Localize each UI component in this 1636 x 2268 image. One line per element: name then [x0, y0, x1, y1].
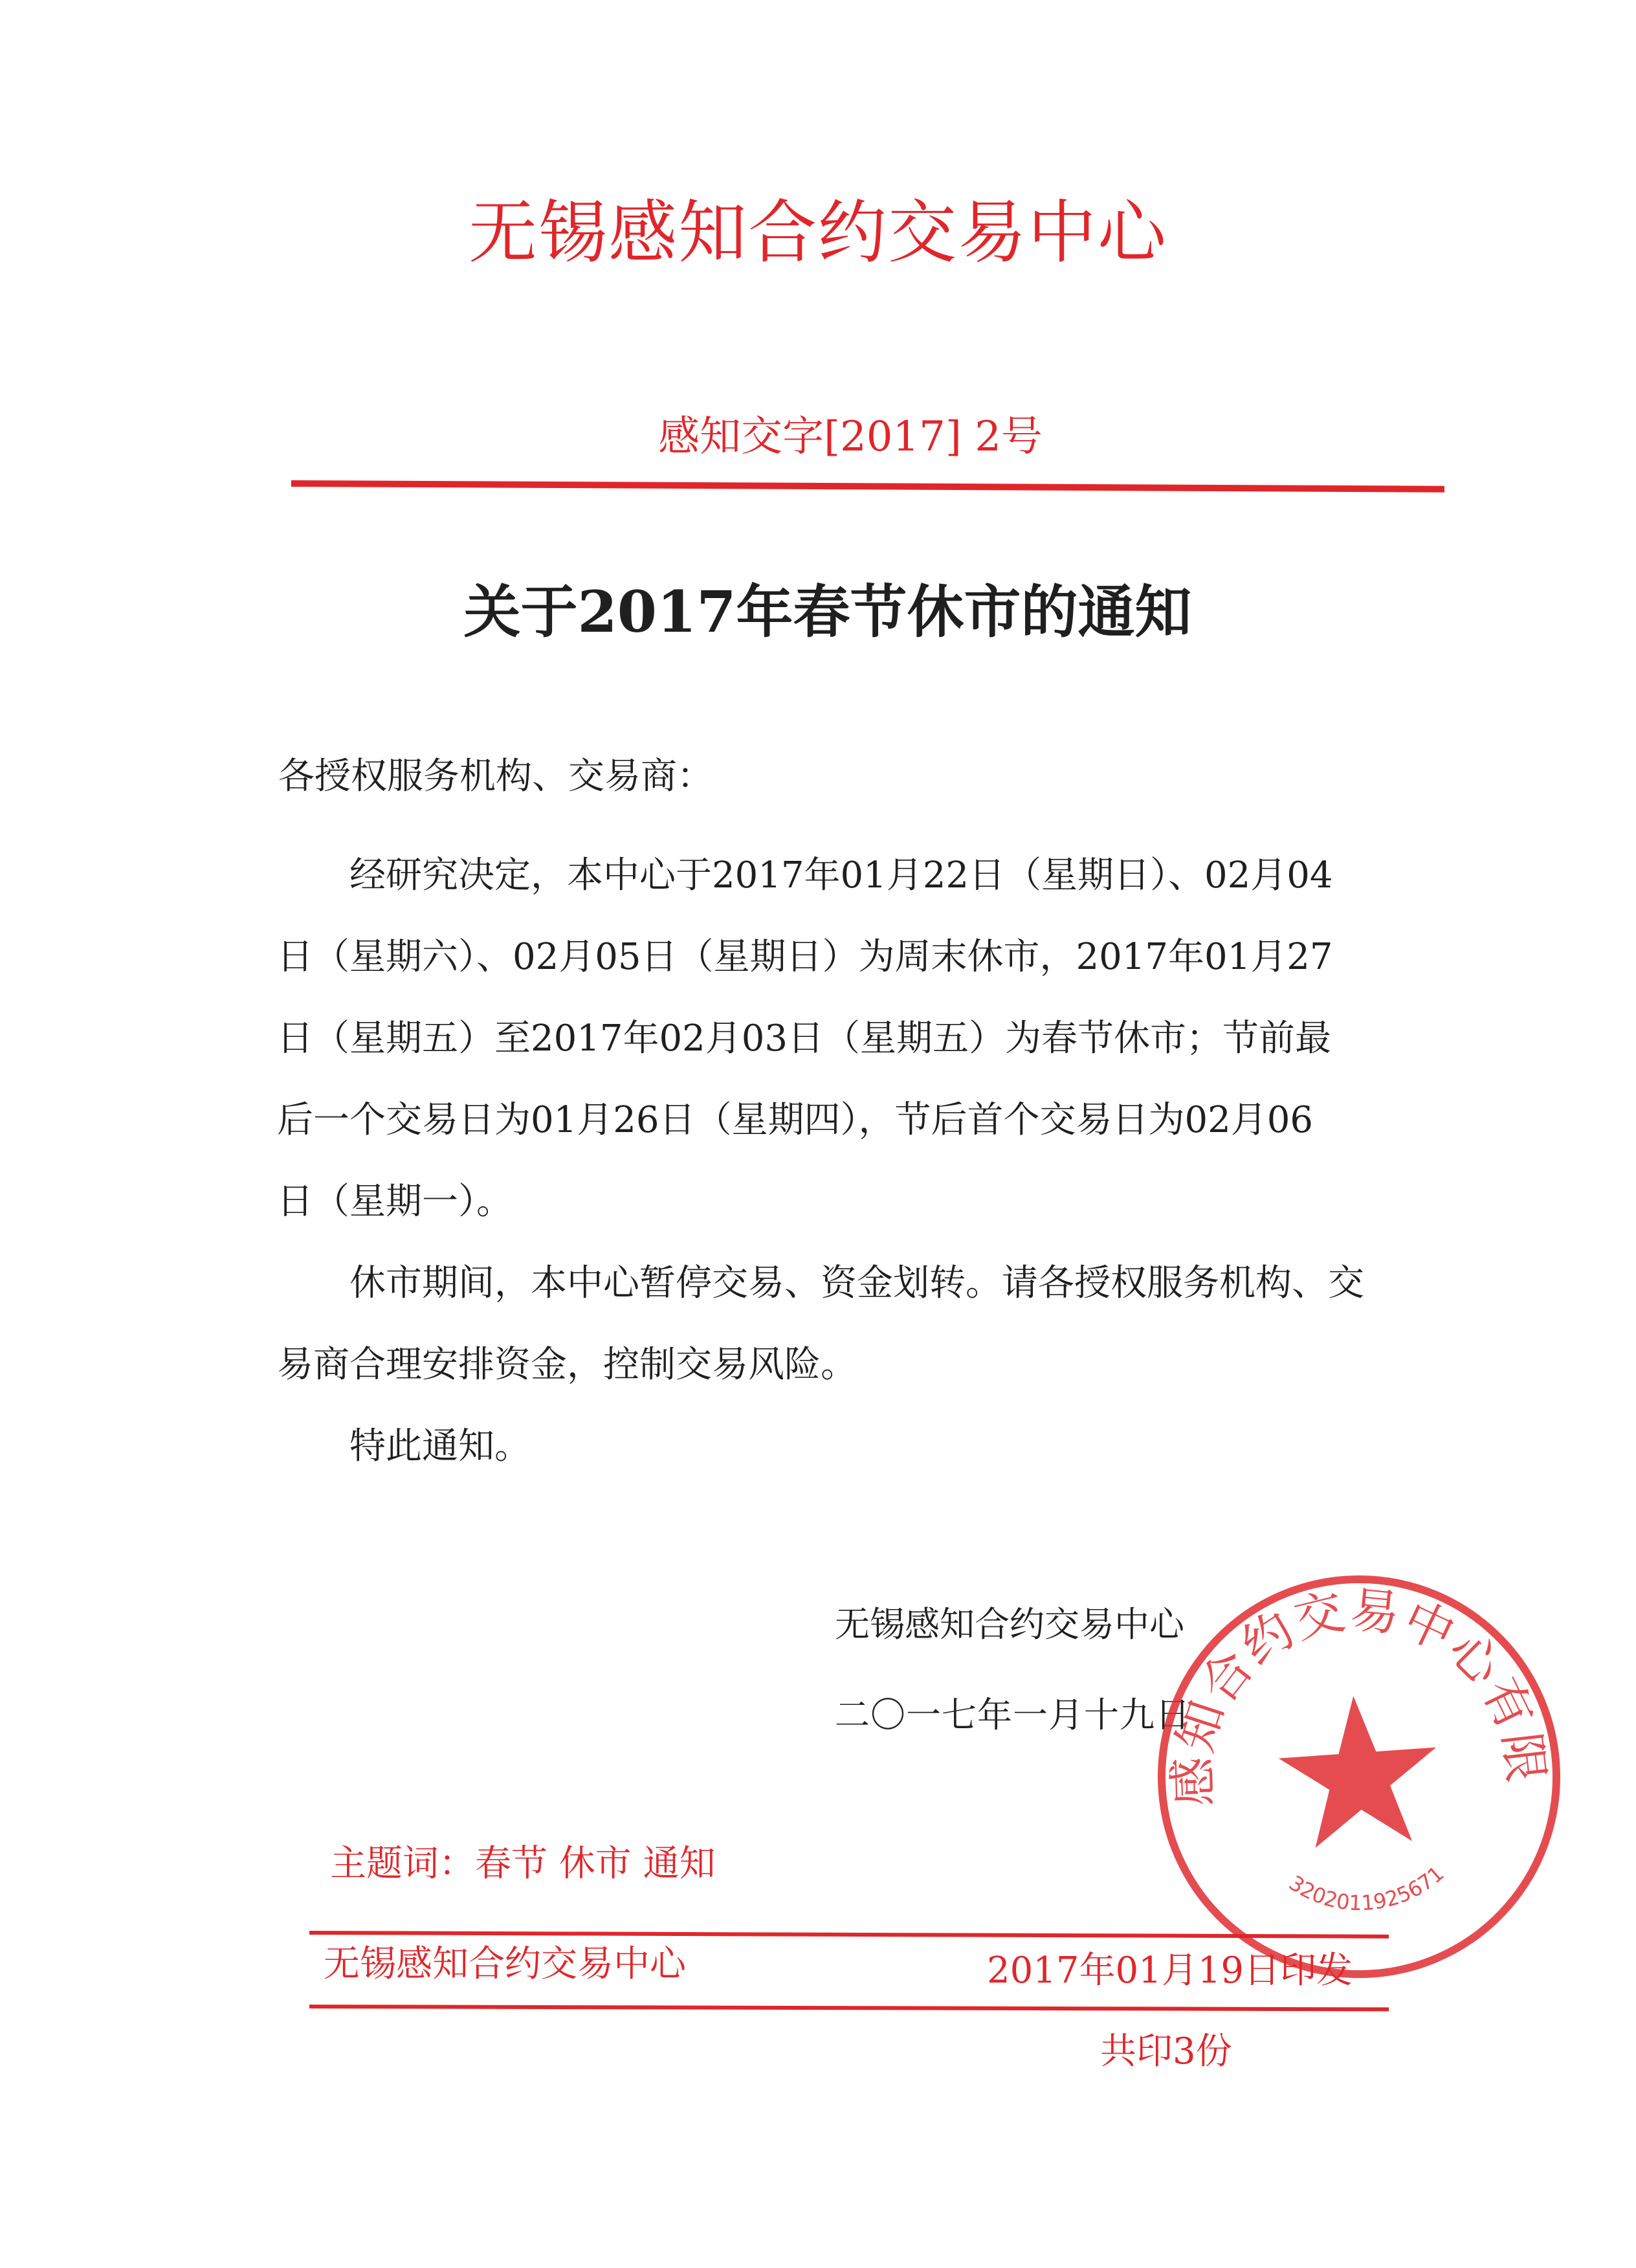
body-line: 经研究决定，本中心于2017年01月22日（星期日）、02月04: [349, 854, 1333, 896]
keywords: 主题词：春节 休市 通知: [330, 1843, 716, 1885]
body-line: 休市期间，本中心暂停交易、资金划转。请各授权服务机构、交: [349, 1262, 1364, 1304]
seal-number: 3202011925671: [1285, 1861, 1449, 1916]
signature-date: 二〇一七年一月十九日: [835, 1695, 1191, 1735]
body-line: 日（星期五）至2017年02月03日（星期五）为春节休市；节前最: [277, 1017, 1332, 1060]
document-number: 感知交字[2017] 2号: [658, 413, 1043, 461]
print-copies: 共印3份: [1100, 2030, 1232, 2073]
body-line: 易商合理安排资金，控制交易风险。: [277, 1344, 857, 1386]
star-icon: [1275, 1691, 1443, 1850]
salutation: 各授权服务机构、交易商：: [278, 755, 713, 797]
footer-issue-date: 2017年01月19日印发: [987, 1950, 1353, 1992]
body-line: 日（星期六）、02月05日（星期日）为周末休市，2017年01月27: [277, 936, 1333, 978]
notice-title: 关于2017年春节休市的通知: [463, 578, 1192, 645]
closing-line: 特此通知。: [349, 1425, 531, 1467]
org-header: 无锡感知合约交易中心: [469, 193, 1167, 272]
paragraph-1: [277, 835, 1390, 1243]
header-divider: [291, 480, 1444, 493]
body-line: 后一个交易日为01月26日（星期四），节后首个交易日为02月06: [277, 1099, 1314, 1141]
footer-org: 无锡感知合约交易中心: [324, 1943, 686, 1985]
notice-body: [277, 835, 1390, 1487]
body-line: 日（星期一）。: [277, 1181, 513, 1223]
signature-org: 无锡感知合约交易中心: [835, 1604, 1184, 1645]
paragraph-2: [277, 1243, 1390, 1406]
closing-paragraph: [277, 1406, 1390, 1487]
seal-text: 无锡感知合约交易中心有限公司: [1117, 1535, 1556, 1807]
